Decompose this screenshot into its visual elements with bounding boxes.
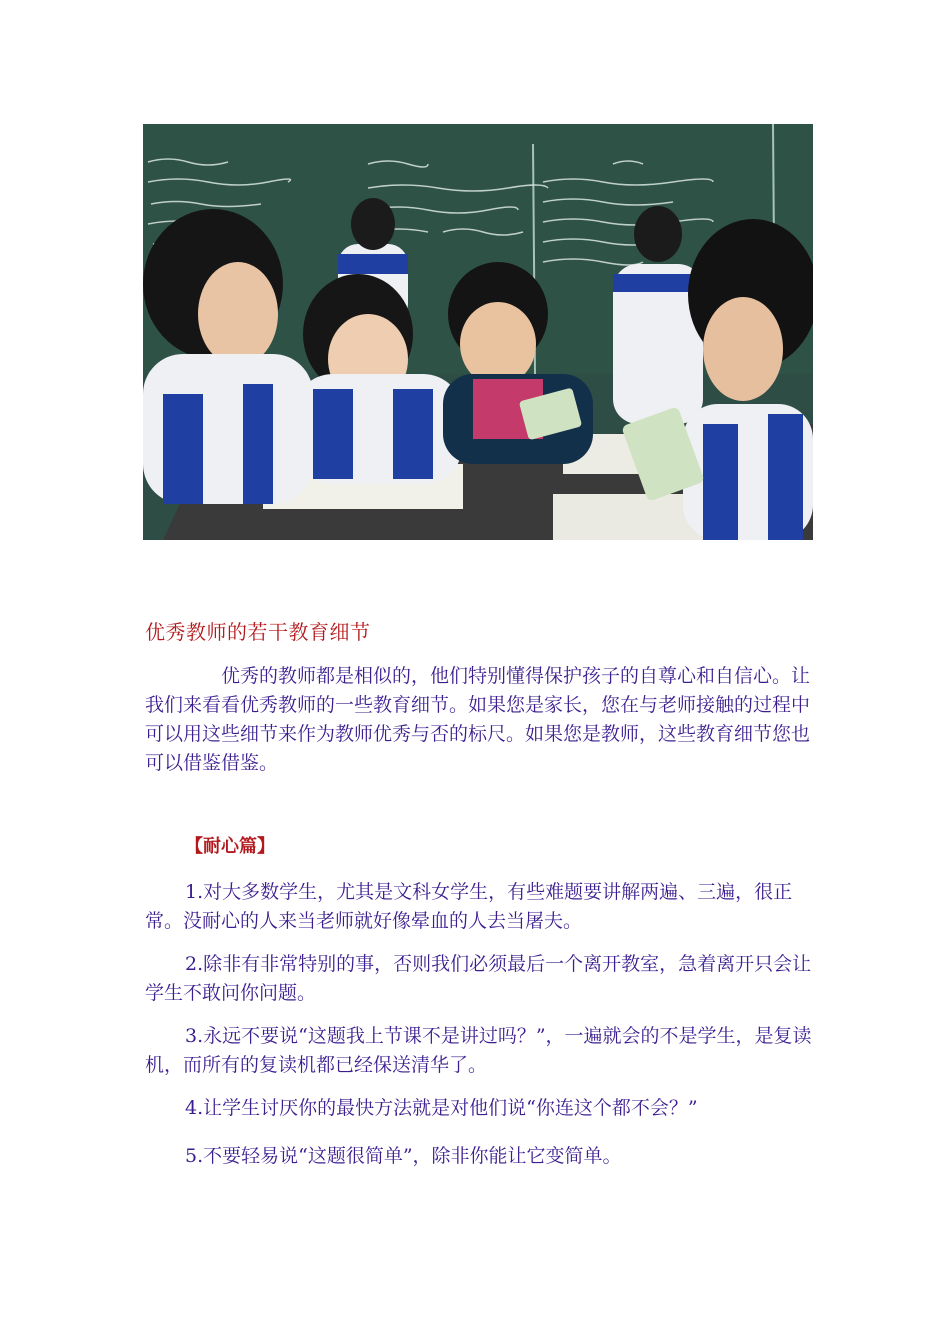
classroom-illustration	[143, 124, 813, 540]
list-item: 2.除非有非常特别的事，否则我们必须最后一个离开教室，急着离开只会让学生不敢问你问题。	[145, 953, 812, 1004]
list-item: 1.对大多数学生，尤其是文科女学生，有些难题要讲解两遍、三遍，很正常。没耐心的人来当老师就好像晕血的人去当屠夫。	[145, 881, 793, 932]
classroom-photo	[143, 124, 813, 540]
list-item: 5.不要轻易说“这题很简单”，除非你能让它变简单。	[185, 1145, 622, 1167]
intro-paragraph: 优秀的教师都是相似的，他们特别懂得保护孩子的自尊心和自信心。让我们来看看优秀教师的一些教育细节。如果您是家长，您在与老师接触的过程中可以用这些细节来作为教师优秀与否的标尺。如果您是教师，这些教育细节您也可以借鉴借鉴。	[145, 665, 811, 774]
list-item: 4.让学生讨厌你的最快方法就是对他们说“你连这个都不会？”	[185, 1097, 698, 1119]
article-title: 优秀教师的若干教育细节	[145, 620, 371, 644]
section-title: 【耐心篇】	[185, 836, 275, 857]
list-item: 3.永远不要说“这题我上节课不是讲过吗？”，一遍就会的不是学生，是复读机，而所有的复读机都已经保送清华了。	[145, 1025, 812, 1076]
